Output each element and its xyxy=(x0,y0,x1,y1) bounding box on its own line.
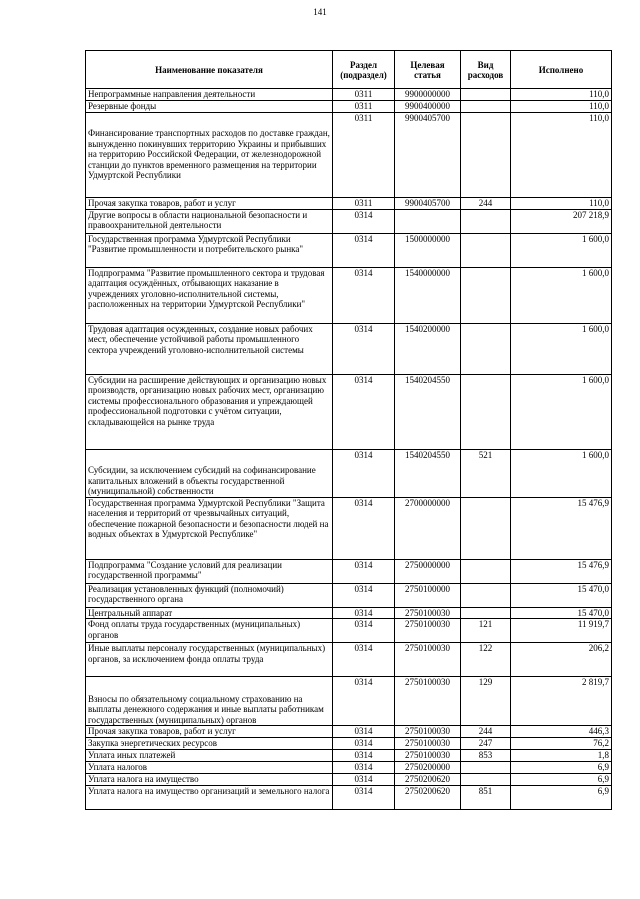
row-name: Непрограммные направления деятельности xyxy=(86,89,333,101)
row-type xyxy=(461,323,511,374)
row-section: 0314 xyxy=(333,677,395,726)
row-name: Прочая закупка товаров, работ и услуг xyxy=(86,197,333,209)
table-row xyxy=(86,323,612,374)
row-amount: 15 470,0 xyxy=(511,583,612,607)
table-row xyxy=(86,89,612,101)
row-section: 0311 xyxy=(333,100,395,112)
row-target: 1540204550 xyxy=(395,374,461,449)
row-section: 0314 xyxy=(333,643,395,677)
table-row xyxy=(86,497,612,559)
row-target: 9900405700 xyxy=(395,197,461,209)
row-section: 0314 xyxy=(333,449,395,497)
row-target: 9900000000 xyxy=(395,89,461,101)
row-name: Подпрограмма "Развитие промышленного сектора и трудовая адаптация осуждённых, отбывающих наказание в учреждениях уголовно-исполнительной системы, расположенных на территории Удмуртской Республики" xyxy=(86,267,333,323)
row-type: 129 xyxy=(461,677,511,726)
row-name: Субсидии на расширение действующих и организацию новых производств, организацию новых рабочих мест, организацию системы профессионального образования и упреждающей профессиональной подготовки с учётом ситуации, складывающейся на рынке труда xyxy=(86,374,333,449)
row-name: Государственная программа Удмуртской Республики "Развитие промышленности и потребительского рынка" xyxy=(86,233,333,267)
row-amount: 15 470,0 xyxy=(511,607,612,619)
row-section: 0314 xyxy=(333,607,395,619)
row-name: Взносы по обязательному социальному страхованию на выплаты денежного содержания и иные выплаты работникам государственных (муниципальных) органов xyxy=(86,677,333,726)
table-row xyxy=(86,774,612,786)
row-section: 0314 xyxy=(333,726,395,738)
row-name: Уплата налога на имущество организаций и земельного налога xyxy=(86,786,333,810)
row-type xyxy=(461,559,511,583)
row-target: 2750200620 xyxy=(395,774,461,786)
row-target: 2750100000 xyxy=(395,583,461,607)
table-row xyxy=(86,209,612,233)
table-row xyxy=(86,233,612,267)
row-type: 121 xyxy=(461,619,511,643)
table-row xyxy=(86,374,612,449)
row-name: Трудовая адаптация осужденных, создание новых рабочих мест, обеспечение устойчивой работы промышленного сектора учреждений уголовно-исполнительной системы xyxy=(86,323,333,374)
row-section: 0311 xyxy=(333,197,395,209)
table-row xyxy=(86,607,612,619)
row-name: Иные выплаты персоналу государственных (муниципальных) органов, за исключением фонда оплаты труда xyxy=(86,643,333,677)
row-section: 0314 xyxy=(333,786,395,810)
row-name: Уплата налога на имущество xyxy=(86,774,333,786)
row-name: Уплата налогов xyxy=(86,762,333,774)
row-target: 2750100030 xyxy=(395,619,461,643)
header-target: Целевая статья xyxy=(395,51,461,89)
table-row xyxy=(86,449,612,497)
row-name: Прочая закупка товаров, работ и услуг xyxy=(86,726,333,738)
row-section: 0311 xyxy=(333,112,395,197)
table-row xyxy=(86,100,612,112)
row-type: 851 xyxy=(461,786,511,810)
header-section: Раздел (подраздел) xyxy=(333,51,395,89)
row-amount: 446,3 xyxy=(511,726,612,738)
row-amount: 206,2 xyxy=(511,643,612,677)
row-target xyxy=(395,209,461,233)
table-row xyxy=(86,559,612,583)
row-target: 2700000000 xyxy=(395,497,461,559)
row-name: Субсидии, за исключением субсидий на софинансирование капитальных вложений в объекты государственной (муниципальной) собственности xyxy=(86,449,333,497)
row-type xyxy=(461,100,511,112)
header-type: Вид расходов xyxy=(461,51,511,89)
table-row xyxy=(86,786,612,810)
row-target: 2750100030 xyxy=(395,607,461,619)
row-amount: 1 600,0 xyxy=(511,374,612,449)
row-section: 0314 xyxy=(333,619,395,643)
row-amount: 110,0 xyxy=(511,197,612,209)
row-type xyxy=(461,762,511,774)
row-target: 2750100030 xyxy=(395,726,461,738)
row-section: 0314 xyxy=(333,267,395,323)
row-type xyxy=(461,497,511,559)
row-name: Финансирование транспортных расходов по доставке граждан, вынужденно покинувших территорию Украины и прибывших на территорию Российской Федерации, от железнодорожной станции до пунктов временного размещения на территории Удмуртской Республики xyxy=(86,112,333,197)
row-type: 853 xyxy=(461,750,511,762)
row-section: 0314 xyxy=(333,750,395,762)
row-amount: 6,9 xyxy=(511,762,612,774)
table-row xyxy=(86,738,612,750)
row-amount: 15 476,9 xyxy=(511,497,612,559)
row-target: 9900405700 xyxy=(395,112,461,197)
header-done: Исполнено xyxy=(511,51,612,89)
row-section: 0314 xyxy=(333,559,395,583)
row-target: 2750200620 xyxy=(395,786,461,810)
row-target: 1540000000 xyxy=(395,267,461,323)
row-name: Подпрограмма "Создание условий для реализации государственной программы" xyxy=(86,559,333,583)
row-target: 2750100030 xyxy=(395,677,461,726)
row-section: 0314 xyxy=(333,738,395,750)
table-row xyxy=(86,762,612,774)
row-section: 0314 xyxy=(333,583,395,607)
row-type xyxy=(461,774,511,786)
row-amount: 1 600,0 xyxy=(511,267,612,323)
row-type: 122 xyxy=(461,643,511,677)
table-row xyxy=(86,619,612,643)
row-amount: 15 476,9 xyxy=(511,559,612,583)
table-row xyxy=(86,677,612,726)
row-name: Центральный аппарат xyxy=(86,607,333,619)
row-type xyxy=(461,267,511,323)
row-name: Резервные фонды xyxy=(86,100,333,112)
row-section: 0311 xyxy=(333,89,395,101)
row-amount: 2 819,7 xyxy=(511,677,612,726)
row-target: 2750100030 xyxy=(395,738,461,750)
row-target: 2750100030 xyxy=(395,750,461,762)
row-amount: 1,8 xyxy=(511,750,612,762)
table-row xyxy=(86,267,612,323)
row-type xyxy=(461,607,511,619)
row-section: 0314 xyxy=(333,774,395,786)
row-target: 2750100030 xyxy=(395,643,461,677)
row-type xyxy=(461,112,511,197)
table-row xyxy=(86,112,612,197)
row-type xyxy=(461,233,511,267)
row-section: 0314 xyxy=(333,209,395,233)
row-amount: 110,0 xyxy=(511,100,612,112)
row-target: 1500000000 xyxy=(395,233,461,267)
row-section: 0314 xyxy=(333,323,395,374)
row-amount: 76,2 xyxy=(511,738,612,750)
table-row xyxy=(86,197,612,209)
row-type: 244 xyxy=(461,726,511,738)
row-name: Закупка энергетических ресурсов xyxy=(86,738,333,750)
row-name: Другие вопросы в области национальной безопасности и правоохранительной деятельности xyxy=(86,209,333,233)
row-target: 9900400000 xyxy=(395,100,461,112)
row-amount: 6,9 xyxy=(511,774,612,786)
row-section: 0314 xyxy=(333,497,395,559)
page-number: 141 xyxy=(313,7,327,17)
row-name: Фонд оплаты труда государственных (муниципальных) органов xyxy=(86,619,333,643)
row-name: Уплата иных платежей xyxy=(86,750,333,762)
row-target: 2750000000 xyxy=(395,559,461,583)
row-section: 0314 xyxy=(333,233,395,267)
header-name: Наименование показателя xyxy=(86,51,333,89)
row-amount: 110,0 xyxy=(511,112,612,197)
budget-table xyxy=(85,50,612,810)
row-section: 0314 xyxy=(333,374,395,449)
table-row xyxy=(86,750,612,762)
table-row xyxy=(86,583,612,607)
header-row xyxy=(86,51,612,89)
row-name: Государственная программа Удмуртской Республики "Защита населения и территорий от чрезвычайных ситуаций, обеспечение пожарной безопасности и безопасности людей на водных объектах в Удмуртской Республике" xyxy=(86,497,333,559)
row-amount: 1 600,0 xyxy=(511,449,612,497)
row-amount: 110,0 xyxy=(511,89,612,101)
row-amount: 6,9 xyxy=(511,786,612,810)
row-target: 2750200000 xyxy=(395,762,461,774)
row-target: 1540204550 xyxy=(395,449,461,497)
row-section: 0314 xyxy=(333,762,395,774)
row-type xyxy=(461,583,511,607)
table-row xyxy=(86,726,612,738)
row-amount: 207 218,9 xyxy=(511,209,612,233)
row-type: 244 xyxy=(461,197,511,209)
row-type xyxy=(461,209,511,233)
row-type: 521 xyxy=(461,449,511,497)
table-row xyxy=(86,643,612,677)
row-target: 1540200000 xyxy=(395,323,461,374)
row-type xyxy=(461,89,511,101)
row-name: Реализация установленных функций (полномочий) государственного органа xyxy=(86,583,333,607)
row-amount: 11 919,7 xyxy=(511,619,612,643)
row-type: 247 xyxy=(461,738,511,750)
row-type xyxy=(461,374,511,449)
row-amount: 1 600,0 xyxy=(511,323,612,374)
row-amount: 1 600,0 xyxy=(511,233,612,267)
